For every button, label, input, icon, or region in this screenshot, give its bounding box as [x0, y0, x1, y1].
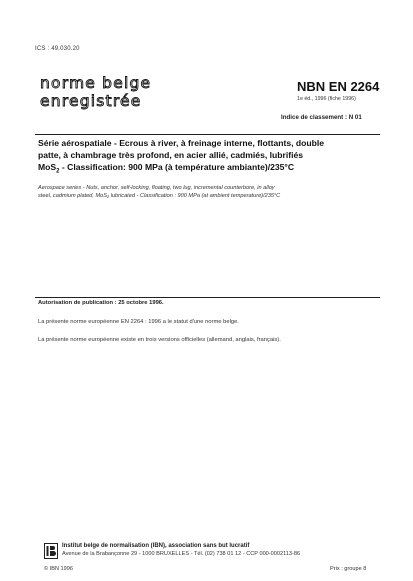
classification-index: Indice de classement : N 01 [281, 114, 362, 121]
title-fr-line-2: patte, à chambrage très profond, en acier allié, cadmiés, lubrifiés [38, 149, 304, 160]
title-fr-mos-subscript: 2 [56, 168, 60, 175]
copyright: © IBN 1996 [44, 566, 73, 572]
top-divider [35, 134, 380, 135]
edition-info: 1e éd., 1996 (fiche 1996) [297, 96, 356, 102]
publication-authorisation: Autorisation de publication : 25 octobre 1996. [38, 300, 164, 306]
institute-address: Avenue de la Brabançonne 29 - 1000 BRUXELLES - Tél. (02) 738 01 12 - CCP 000-0002113-86 [62, 551, 301, 557]
title-fr-mos-prefix: MoS [38, 161, 57, 172]
title-en-line-2: steel, cadmium plated, MoS₂ lubricated - Classification : 900 MPa (at ambient temperature)/235°C [38, 193, 281, 200]
title-fr-line-3 [38, 162, 380, 179]
title-en-line-1: Aerospace series - Nuts, anchor, self-locking, floating, two lug, incremental counterbore, in alloy [38, 185, 275, 191]
status-paragraph: La présente norme européenne EN 2264 : 1996 a le statut d'une norme belge. [38, 319, 239, 325]
title-fr-line-3-suffix: - Classification: 900 MPa (à température ambiante)/235°C [59, 161, 295, 172]
middle-divider [35, 297, 380, 298]
title-french [38, 138, 380, 178]
brand-line-1: norme belge [40, 74, 152, 92]
price-group: Prix : groupe 8 [330, 566, 367, 572]
ibn-logo-icon [44, 543, 58, 559]
standard-number: NBN EN 2264 [297, 79, 380, 94]
brand-line-2: enregistrée [40, 92, 142, 110]
title-fr-line-1: Série aérospatiale - Ecrous à river, à freinage interne, flottants, double [38, 138, 325, 148]
institute-name: Institut belge de normalisation (IBN), association sans but lucratif [62, 543, 250, 549]
ics-code: ICS : 49.030.20 [35, 46, 80, 52]
title-english [38, 184, 380, 200]
versions-paragraph: La présente norme européenne existe en trois versions officielles (allemand, anglais, français). [38, 337, 281, 343]
